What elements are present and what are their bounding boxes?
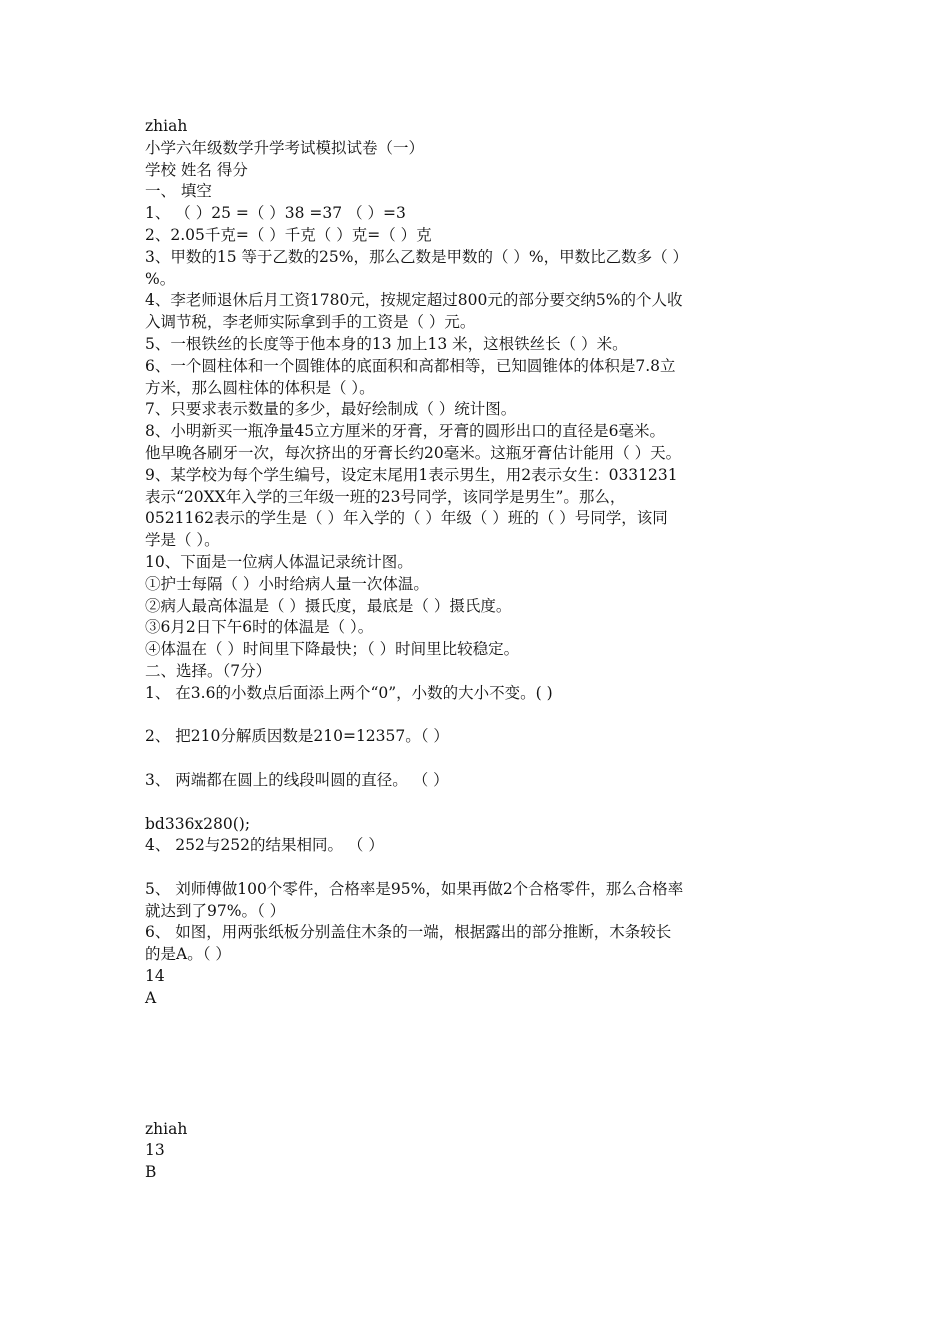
text-line bbox=[145, 1097, 815, 1119]
text-line bbox=[145, 1075, 815, 1097]
text-line: 学是（ ）。 bbox=[145, 531, 220, 550]
text-line: 3、甲数的15 等于乙数的25%，那么乙数是甲数的（ ）%，甲数比乙数多（ ） bbox=[145, 247, 689, 266]
text-line: 小学六年级数学升学考试模拟试卷（一） bbox=[145, 138, 425, 157]
text-line: bd336x280(); bbox=[145, 814, 251, 833]
text-line: 学校 姓名 得分 bbox=[145, 160, 248, 179]
text-line: 2、 把210分解质因数是210=12357。（ ） bbox=[145, 727, 449, 746]
text-line: 表示“20XX年入学的三年级一班的23号同学，该同学是男生”。那么， bbox=[145, 487, 626, 506]
text-line: 就达到了97%。（ ） bbox=[145, 901, 286, 920]
text-line: B bbox=[145, 1163, 157, 1182]
text-line bbox=[145, 1053, 815, 1075]
text-line: zhiah bbox=[145, 117, 188, 135]
text-line: ④体温在（ ）时间里下降最快；（ ）时间里比较稳定。 bbox=[145, 640, 520, 659]
text-line: 二、选择。（7分） bbox=[145, 661, 272, 680]
text-line: 5、一根铁丝的长度等于他本身的13 加上13 米，这根铁丝长（ ）米。 bbox=[145, 334, 628, 353]
text-line bbox=[145, 748, 815, 770]
text-line: 6、 如图，用两张纸板分别盖住木条的一端，根据露出的部分推断，木条较长 bbox=[145, 923, 672, 942]
text-line: 4、 252与252的结果相同。 （ ） bbox=[145, 836, 384, 855]
text-line bbox=[145, 792, 815, 814]
text-line: 0521162表示的学生是（ ）年入学的（ ）年级（ ）班的（ ）号同学，该同 bbox=[145, 509, 668, 528]
text-line bbox=[145, 857, 815, 879]
text-line: 9、某学校为每个学生编号，设定末尾用1表示男生，用2表示女生：0331231 bbox=[145, 465, 678, 484]
text-line: 14 bbox=[145, 967, 165, 986]
text-line: 1、 在3.6的小数点后面添上两个“0”，小数的大小不变。( ) bbox=[145, 683, 553, 702]
text-line: zhiah bbox=[145, 1119, 188, 1138]
text-line: 一、 填空 bbox=[145, 182, 212, 201]
text-line: 13 bbox=[145, 1141, 165, 1160]
document-page bbox=[145, 116, 815, 1184]
text-line: ③6月2日下午6时的体温是（ ）。 bbox=[145, 618, 374, 637]
text-line: ①护士每隔（ ）小时给病人量一次体温。 bbox=[145, 574, 429, 593]
text-line: 1、 （ ）25 =（ ）38 =37 （ ）=3 bbox=[145, 204, 406, 223]
text-line: 他早晚各刷牙一次，每次挤出的牙膏长约20毫米。这瓶牙膏估计能用（ ）天。 bbox=[145, 443, 682, 462]
text-line: 8、小明新买一瓶净量45立方厘米的牙膏，牙膏的圆形出口的直径是6毫米。 bbox=[145, 422, 665, 441]
text-line bbox=[145, 1031, 815, 1053]
text-line: 3、 两端都在圆上的线段叫圆的直径。 （ ） bbox=[145, 770, 449, 789]
text-line bbox=[145, 705, 815, 727]
text-line: 方米，那么圆柱体的体积是（ ）。 bbox=[145, 378, 375, 397]
text-line: 10、下面是一位病人体温记录统计图。 bbox=[145, 552, 413, 571]
text-line bbox=[145, 1010, 815, 1032]
text-line: 6、一个圆柱体和一个圆锥体的底面积和高都相等，已知圆锥体的体积是7.8立 bbox=[145, 356, 676, 375]
text-line: 的是A。（ ） bbox=[145, 945, 231, 964]
text-line: 4、李老师退休后月工资1780元，按规定超过800元的部分要交纳5%的个人收 bbox=[145, 291, 683, 310]
text-line: A bbox=[145, 988, 157, 1007]
text-line: 入调节税，李老师实际拿到手的工资是（ ）元。 bbox=[145, 313, 476, 332]
text-line: %。 bbox=[145, 269, 176, 288]
text-line: ②病人最高体温是（ ）摄氏度，最底是（ ）摄氏度。 bbox=[145, 596, 512, 615]
text-line: 2、2.05千克=（ ）千克（ ）克=（ ）克 bbox=[145, 225, 432, 244]
text-line: 5、 刘师傅做100个零件，合格率是95%，如果再做2个合格零件，那么合格率 bbox=[145, 879, 684, 898]
text-line: 7、只要求表示数量的多少，最好绘制成（ ）统计图。 bbox=[145, 400, 517, 419]
